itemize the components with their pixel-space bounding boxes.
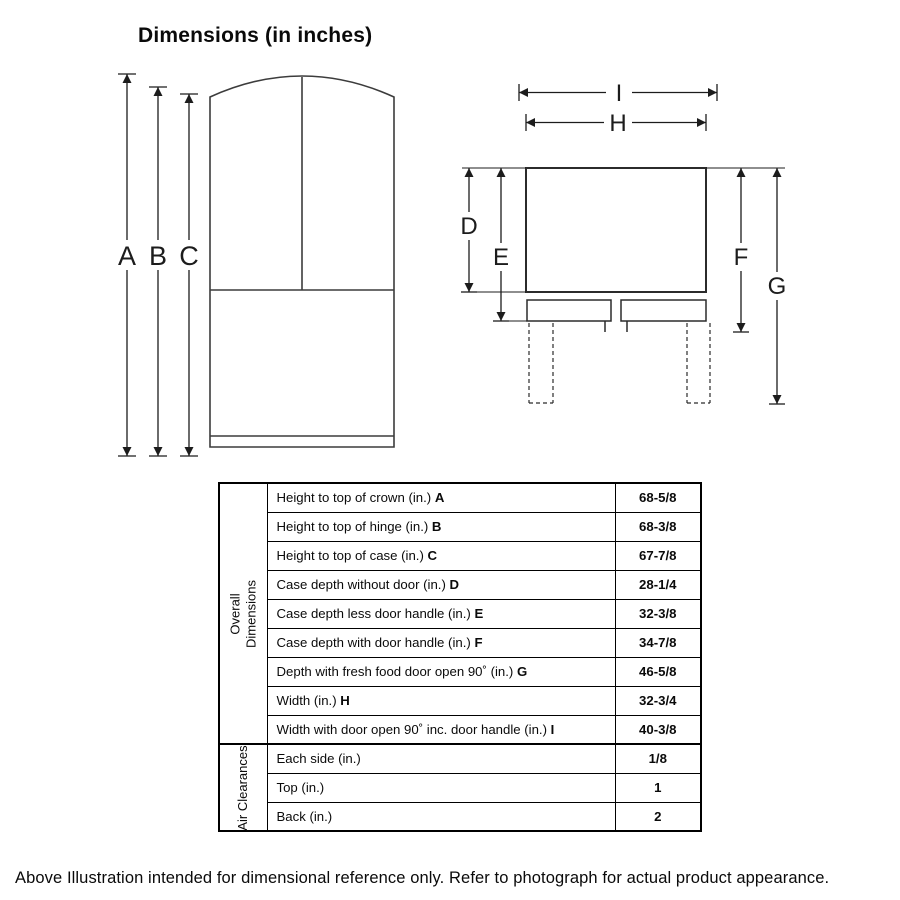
row-value: 34-7/8	[615, 628, 701, 657]
row-desc: Width with door open 90˚ inc. door handle (in.) I	[267, 715, 615, 744]
row-value: 68-3/8	[615, 512, 701, 541]
dim-label-i: I	[615, 80, 623, 107]
row-desc: Height to top of hinge (in.) B	[267, 512, 615, 541]
table-row	[219, 657, 701, 686]
row-value: 2	[615, 802, 701, 831]
section-label-air-clearances	[219, 744, 267, 831]
row-value: 1	[615, 773, 701, 802]
door-open-projection	[529, 323, 710, 403]
dim-label-c: C	[179, 241, 199, 271]
front-dimension-labels	[115, 240, 201, 271]
row-desc: Height to top of crown (in.) A	[267, 483, 615, 512]
row-desc: Case depth with door handle (in.) F	[267, 628, 615, 657]
dim-label-e: E	[492, 244, 510, 271]
row-desc: Case depth less door handle (in.) E	[267, 599, 615, 628]
row-desc: Top (in.)	[267, 773, 615, 802]
table-row	[219, 715, 701, 744]
table-row	[219, 686, 701, 715]
dim-label-f: F	[733, 244, 749, 271]
row-value: 32-3/4	[615, 686, 701, 715]
section-label-text: Air Clearances	[235, 744, 251, 831]
row-value: 1/8	[615, 744, 701, 773]
fridge-front-view	[210, 76, 394, 447]
row-value: 28-1/4	[615, 570, 701, 599]
row-value: 67-7/8	[615, 541, 701, 570]
row-value: 40-3/8	[615, 715, 701, 744]
table-row	[219, 570, 701, 599]
row-desc: Depth with fresh food door open 90˚ (in.) G	[267, 657, 615, 686]
dim-label-a: A	[117, 241, 137, 271]
row-desc: Case depth without door (in.) D	[267, 570, 615, 599]
table-row	[219, 628, 701, 657]
top-dimension-labels	[457, 80, 789, 300]
table-row	[219, 483, 701, 512]
row-value: 32-3/8	[615, 599, 701, 628]
table-row	[219, 512, 701, 541]
table-row	[219, 599, 701, 628]
section-label-text: Overall Dimensions	[227, 579, 259, 648]
row-value: 68-5/8	[615, 483, 701, 512]
right-door	[621, 300, 706, 321]
row-desc: Each side (in.)	[267, 744, 615, 773]
section-label-overall-dimensions	[219, 483, 267, 744]
dim-label-h: H	[609, 110, 627, 137]
dimensions-table	[218, 482, 702, 832]
row-desc: Height to top of case (in.) C	[267, 541, 615, 570]
table-row	[219, 802, 701, 831]
row-desc: Back (in.)	[267, 802, 615, 831]
page-title: Dimensions (in inches)	[138, 24, 373, 47]
fridge-top-view	[526, 168, 710, 403]
footer-disclaimer: Above Illustration intended for dimensional reference only. Refer to photograph for actual product appearance.	[15, 869, 830, 887]
dim-label-g: G	[767, 273, 787, 300]
row-desc: Width (in.) H	[267, 686, 615, 715]
left-door	[527, 300, 611, 321]
table-row	[219, 541, 701, 570]
row-value: 46-5/8	[615, 657, 701, 686]
dim-label-b: B	[148, 241, 168, 271]
dim-label-d: D	[460, 213, 478, 240]
table-row	[219, 773, 701, 802]
case-outline	[526, 168, 706, 292]
table-row	[219, 744, 701, 773]
